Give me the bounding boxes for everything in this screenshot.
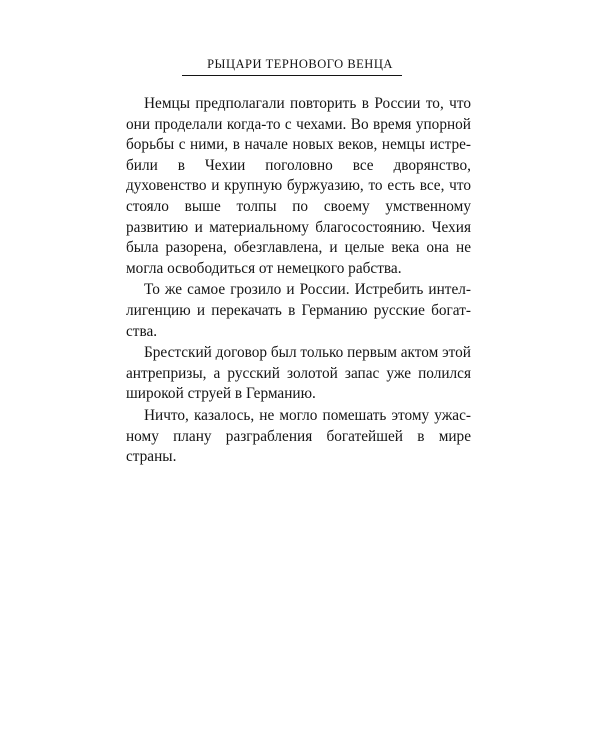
paragraph-2: То же самое грозило и России. Истребить интеллигенцию и перекачать в Германию русские богатства. xyxy=(126,281,471,340)
body-text xyxy=(126,94,471,468)
paragraph-4: Ничто, казалось, не могло помешать этому ужасному плану разграбления богатейшей в мире страны. xyxy=(126,406,471,466)
paragraph-1: Немцы предполагали повторить в России то, что они проделали когда-то с чехами. Во время упорной борьбы с ними, в начале новых веков, немцы истребили в Чехии поголовно все дворянство, духовенство и крупную буржуазию, то есть все, что стояло выше толпы по своему умственному развитию и материальному благосостоянию. Чехия была разорена, обезглавлена, и целые века она не могла освободиться от немецкого рабства. xyxy=(126,95,471,277)
running-title: РЫЦАРИ ТЕРНОВОГО ВЕНЦА xyxy=(207,57,393,71)
header-rule xyxy=(182,75,402,76)
paragraph-3: Брестский договор был только первым актом этой антрепризы, а русский золотой запас уже полился широкой струей в Германию. xyxy=(126,344,471,403)
